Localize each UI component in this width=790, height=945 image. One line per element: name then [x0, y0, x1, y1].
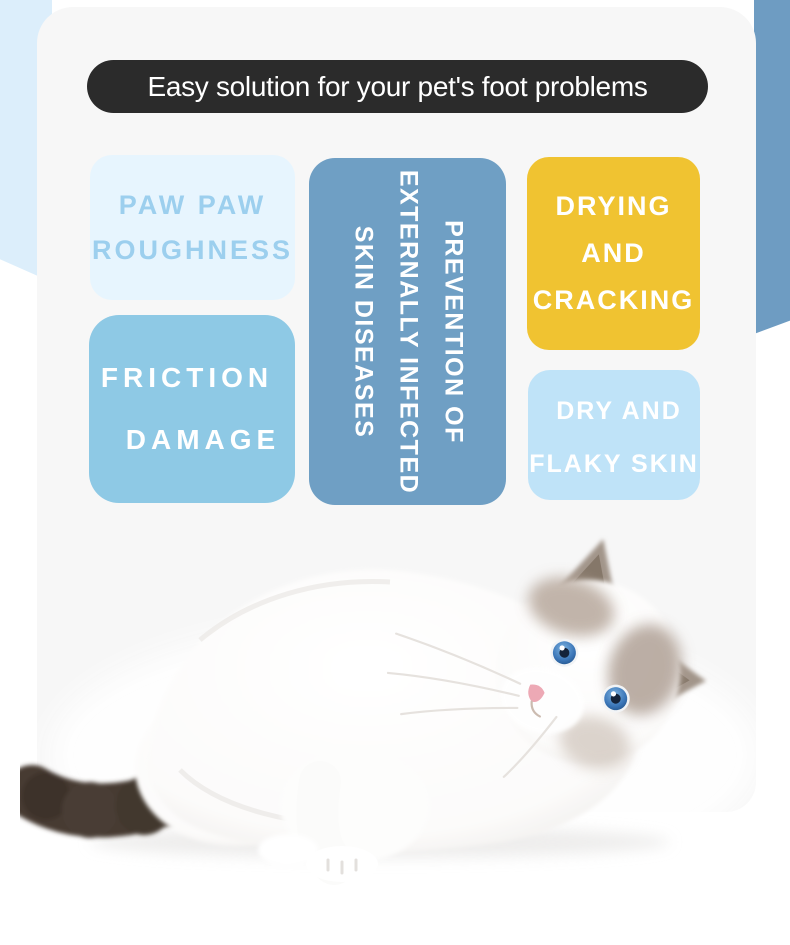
- headline-pill: [87, 60, 708, 113]
- box-line: EXTERNALLY INFECTED: [394, 169, 422, 494]
- box-line: SKIN DISEASES: [349, 225, 377, 438]
- box-line: DAMAGE: [125, 424, 281, 455]
- problem-box-prevention: [309, 158, 506, 505]
- box-line: DRY AND: [556, 397, 682, 425]
- box-line: DRYING: [555, 191, 672, 221]
- box-line: PAW PAW: [118, 189, 267, 220]
- headline-text: Easy solution for your pet's foot problems: [147, 70, 648, 102]
- cat-illustration: [20, 520, 770, 890]
- box-line: AND: [581, 238, 646, 268]
- box-line: FLAKY SKIN: [529, 450, 699, 478]
- problem-box-drying-cracking: [527, 157, 700, 350]
- box-line: ROUGHNESS: [91, 234, 294, 265]
- box-line: FRICTION: [100, 362, 274, 393]
- right-accent-shape: [754, 0, 790, 334]
- problem-box-dry-flaky-skin: [528, 370, 700, 500]
- problem-box-paw-roughness: [90, 155, 295, 300]
- box-line: PREVENTION OF: [439, 219, 467, 444]
- problem-box-friction-damage: [89, 315, 295, 503]
- vertical-text-block: [309, 158, 506, 505]
- box-line: CRACKING: [532, 285, 695, 315]
